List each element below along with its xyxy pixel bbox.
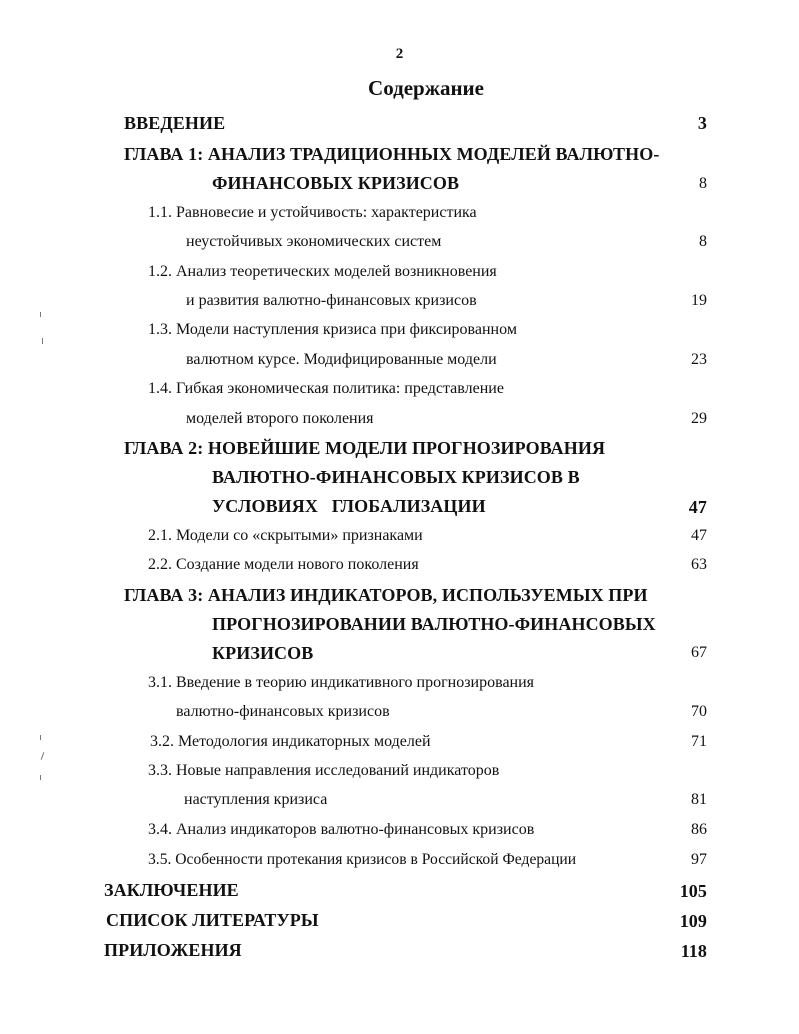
toc-page-section-3-2: 71 (691, 733, 707, 750)
scan-speck (40, 312, 41, 317)
toc-section-1-2-line-1: 1.2. Анализ теоретических моделей возникновения (148, 263, 497, 280)
toc-chapter-2-line-3: УСЛОВИЯХ ГЛОБАЛИЗАЦИИ (212, 496, 486, 516)
toc-section-1-2-line-2: и развития валютно-финансовых кризисов (186, 292, 477, 309)
toc-page-section-1-2: 19 (691, 292, 707, 309)
toc-page-chapter-2: 47 (688, 497, 707, 517)
toc-page-section-3-4: 86 (691, 821, 707, 838)
toc-section-3-3-line-1: 3.3. Новые направления исследований индикаторов (148, 762, 500, 779)
toc-chapter-3-line-1: ГЛАВА 3: АНАЛИЗ ИНДИКАТОРОВ, ИСПОЛЬЗУЕМЫХ ПРИ (124, 585, 648, 605)
toc-section-3-1-line-1: 3.1. Введение в теорию индикативного прогнозирования (148, 674, 535, 691)
toc-entry-appendix: ПРИЛОЖЕНИЯ (104, 940, 242, 960)
toc-page-section-3-5: 97 (691, 851, 707, 868)
toc-page-intro: 3 (697, 113, 707, 133)
toc-entry-conclusion: ЗАКЛЮЧЕНИЕ (104, 880, 239, 900)
toc-chapter-1-line-2: ФИНАНСОВЫХ КРИЗИСОВ (212, 173, 460, 193)
toc-chapter-2-line-2: ВАЛЮТНО-ФИНАНСОВЫХ КРИЗИСОВ В (212, 467, 580, 487)
toc-section-3-5-line-1: 3.5. Особенности протекания кризисов в Российской Федерации (148, 851, 577, 868)
toc-entry-references: СПИСОК ЛИТЕРАТУРЫ (106, 910, 319, 930)
toc-page-appendix: 118 (680, 941, 707, 961)
page-number: 2 (395, 46, 404, 62)
toc-chapter-2-line-1: ГЛАВА 2: НОВЕЙШИЕ МОДЕЛИ ПРОГНОЗИРОВАНИЯ (124, 438, 606, 458)
toc-page-references: 109 (679, 911, 707, 931)
toc-page-section-2-1: 47 (691, 527, 707, 544)
toc-section-3-2-line-1: 3.2. Методология индикаторных моделей (150, 733, 431, 750)
toc-page-section-3-1: 70 (691, 703, 707, 720)
toc-section-3-4-line-1: 3.4. Анализ индикаторов валютно-финансовых кризисов (148, 821, 535, 838)
toc-page-chapter-3: 67 (691, 644, 707, 661)
toc-page-section-3-3: 81 (691, 791, 707, 808)
toc-section-1-1-line-1: 1.1. Равновесие и устойчивость: характеристика (148, 204, 477, 221)
toc-page-section-1-3: 23 (691, 351, 707, 368)
toc-page-conclusion: 105 (679, 881, 707, 901)
toc-section-3-1-line-2: валютно-финансовых кризисов (176, 703, 390, 720)
page-title: Содержание (368, 76, 484, 100)
toc-page-section-2-2: 63 (691, 556, 707, 573)
scan-speck (41, 752, 45, 760)
toc-section-1-3-line-1: 1.3. Модели наступления кризиса при фиксированном (148, 321, 517, 338)
toc-chapter-3-line-3: КРИЗИСОВ (212, 643, 314, 663)
toc-chapter-3-line-2: ПРОГНОЗИРОВАНИИ ВАЛЮТНО-ФИНАНСОВЫХ (212, 614, 656, 634)
toc-section-2-1-line-1: 2.1. Модели со «скрытыми» признаками (148, 527, 423, 544)
toc-page-section-1-1: 8 (699, 233, 707, 250)
scan-speck (40, 775, 41, 780)
toc-section-2-2-line-1: 2.2. Создание модели нового поколения (148, 556, 419, 573)
toc-section-3-3-line-2: наступления кризиса (184, 791, 328, 808)
toc-section-1-3-line-2: валютном курсе. Модифицированные модели (186, 351, 497, 368)
toc-section-1-4-line-1: 1.4. Гибкая экономическая политика: представление (148, 380, 504, 397)
toc-page-chapter-1: 8 (699, 175, 707, 192)
toc-section-1-4-line-2: моделей второго поколения (186, 410, 374, 427)
scan-speck (42, 338, 43, 344)
toc-chapter-1-line-1: ГЛАВА 1: АНАЛИЗ ТРАДИЦИОННЫХ МОДЕЛЕЙ ВАЛЮТНО- (124, 144, 660, 164)
toc-page-section-1-4: 29 (691, 410, 707, 427)
toc-entry-intro: ВВЕДЕНИЕ (124, 113, 226, 133)
scan-speck (40, 735, 41, 740)
toc-section-1-1-line-2: неустойчивых экономических систем (186, 233, 442, 250)
